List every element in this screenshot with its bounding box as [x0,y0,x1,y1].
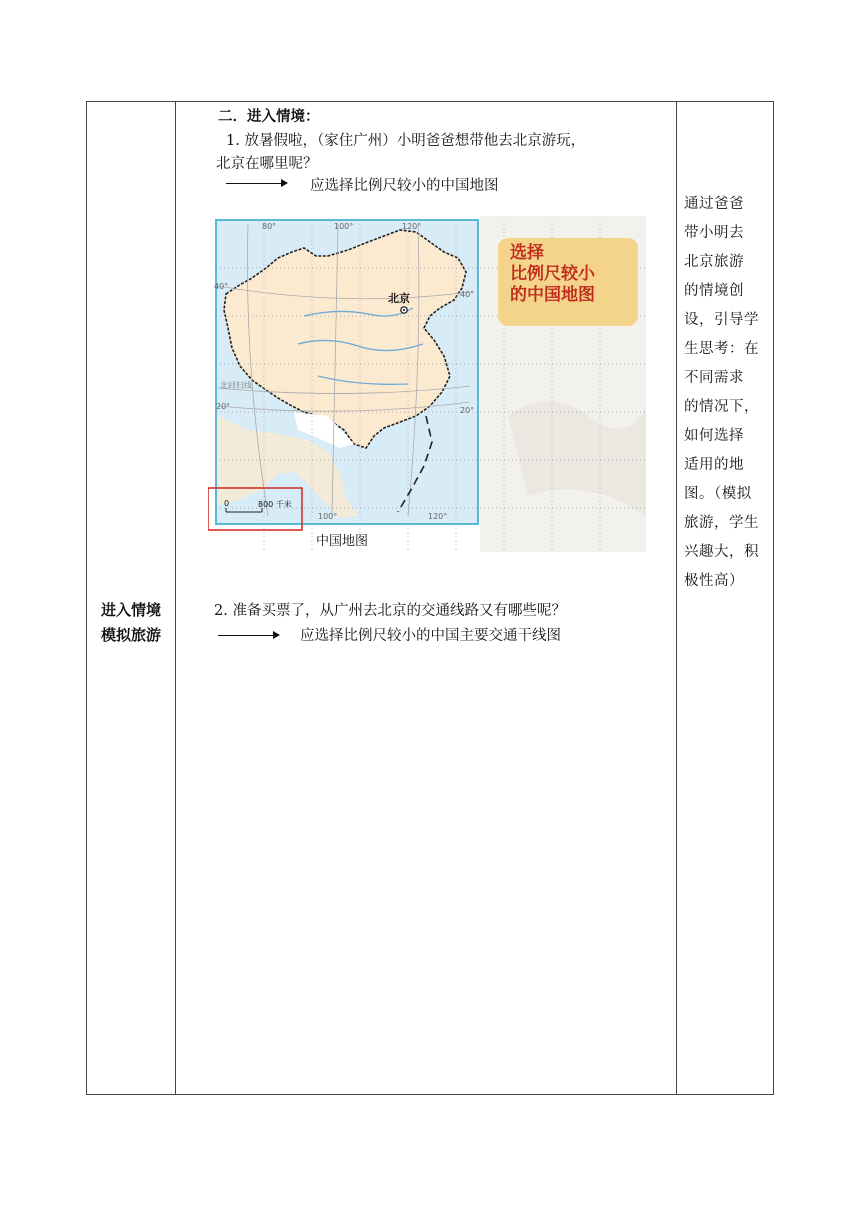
question-1-line1: 1. 放暑假啦，（家住广州）小明爸爸想带他去北京游玩， [226,133,586,149]
map-city-label: 北京 [388,292,410,305]
section-heading: 二．进入情境： [218,109,320,125]
tropic-label: 北回归线 [220,381,252,390]
lon-label: 80° [262,222,277,231]
lon-label: 120° [402,222,422,231]
lat-label: 20° [216,402,231,411]
scale-value-label: 800 千米 [258,500,292,509]
arrow-icon [226,183,286,184]
intent-line: 适用的地 [684,457,744,473]
map-banner-line3: 的中国地图 [510,285,595,305]
question-1-line2: 北京在哪里呢？ [216,156,318,172]
intent-line: 图。（模拟 [684,486,752,502]
intent-line: 兴趣大，积 [684,544,759,560]
intent-line: 带小明去 [684,225,744,241]
lat-label: 40° [214,282,229,291]
question-2: 2. 准备买票了，从广州去北京的交通线路又有哪些呢？ [214,603,566,619]
intent-line: 极性高） [684,573,744,589]
scale-zero-label: 0 [224,499,230,508]
stage-label-line2: 模拟旅游 [100,626,161,644]
lon-label: 100° [334,222,354,231]
map-banner-line2: 比例尺较小 [510,264,595,284]
intent-line: 如何选择 [684,428,744,444]
column-divider [175,102,176,1094]
answer-1: 应选择比例尺较小的中国地图 [310,178,499,194]
map-caption: 中国地图 [316,534,369,549]
intent-line: 北京旅游 [684,254,744,270]
intent-line: 生思考：在 [684,341,759,357]
china-map-figure [208,216,646,552]
column-divider [676,102,677,1094]
lon-label: 100° [318,512,338,521]
lat-label: 40° [460,290,475,299]
map-banner [510,243,595,306]
intent-line: 设，引导学 [684,312,759,328]
lon-label: 120° [428,512,448,521]
intent-line: 旅游，学生 [684,515,759,531]
arrow-icon [218,635,278,636]
stage-cell [87,102,175,1094]
design-intent-cell [684,190,774,596]
intent-line: 的情境创 [684,283,744,299]
intent-line: 的情况下， [684,399,759,415]
lat-label: 20° [460,406,475,415]
intent-line: 通过爸爸 [684,196,744,212]
stage-label [101,598,161,648]
lesson-table [86,101,774,1095]
stage-label-line1: 进入情境 [100,601,161,619]
map-banner-line1: 选择 [510,243,544,263]
answer-2: 应选择比例尺较小的中国主要交通干线图 [300,628,561,644]
intent-line: 不同需求 [684,370,744,386]
